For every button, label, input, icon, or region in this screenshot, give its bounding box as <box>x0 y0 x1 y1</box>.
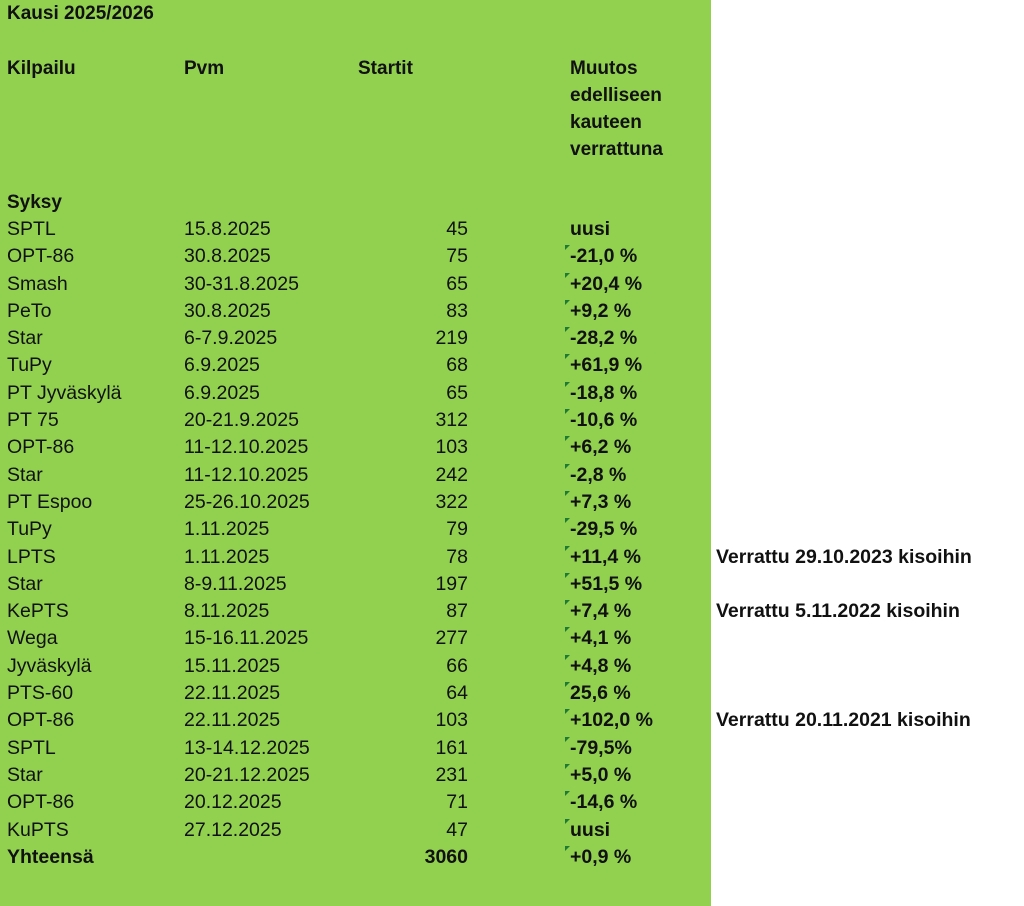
date-cell: 6.9.2025 <box>184 381 260 404</box>
table-row <box>0 243 1024 270</box>
date-cell: 20-21.12.2025 <box>184 763 310 786</box>
competition-cell: TuPy <box>7 354 52 377</box>
date-cell: 27.12.2025 <box>184 818 282 841</box>
change-cell: 25,6 % <box>570 682 631 705</box>
date-cell: 22.11.2025 <box>184 709 281 732</box>
change-cell: -29,5 % <box>570 518 638 541</box>
change-cell: +4,1 % <box>570 627 632 650</box>
table-row <box>0 707 1024 734</box>
table-row <box>0 298 1024 325</box>
competition-cell: PeTo <box>7 299 52 322</box>
table-row <box>0 462 1024 489</box>
competition-cell: OPT-86 <box>7 436 75 459</box>
starts-cell: 45 <box>446 218 468 240</box>
starts-cell: 68 <box>446 354 468 377</box>
starts-cell: 322 <box>435 490 468 513</box>
header-competition: Kilpailu <box>7 58 76 79</box>
table-row <box>0 325 1024 352</box>
starts-cell: 277 <box>435 627 468 650</box>
change-cell: -21,0 % <box>570 245 638 268</box>
competition-cell: Star <box>7 763 43 786</box>
competition-cell: PT 75 <box>7 409 59 432</box>
table-row <box>0 516 1024 543</box>
change-cell: uusi <box>570 818 611 841</box>
date-cell: 15.11.2025 <box>184 654 281 677</box>
starts-cell: 87 <box>446 600 468 623</box>
header-change-line: Muutos <box>570 58 638 79</box>
date-cell: 8.11.2025 <box>184 600 270 623</box>
competition-cell: SPTL <box>7 736 56 759</box>
date-cell: 6.9.2025 <box>184 354 260 377</box>
table-row <box>0 571 1024 598</box>
section-title: Syksy <box>7 192 62 213</box>
date-cell: 30.8.2025 <box>184 299 271 322</box>
date-cell: 11-12.10.2025 <box>184 436 309 459</box>
date-cell: 8-9.11.2025 <box>184 572 287 595</box>
starts-cell: 64 <box>446 682 468 705</box>
table-row <box>0 762 1024 789</box>
change-cell: +20,4 % <box>570 272 643 295</box>
competition-cell: PT Jyväskylä <box>7 381 122 404</box>
starts-cell: 312 <box>435 409 468 432</box>
change-cell: +7,4 % <box>570 600 632 623</box>
table-row <box>0 735 1024 762</box>
header-change <box>570 55 710 163</box>
table-row <box>0 817 1024 844</box>
change-cell: +61,9 % <box>570 354 643 377</box>
header-change-line: kauteen <box>570 112 642 133</box>
date-cell: 22.11.2025 <box>184 682 281 705</box>
competition-cell: OPT-86 <box>7 709 75 732</box>
starts-cell: 231 <box>435 763 468 786</box>
starts-cell: 65 <box>446 272 468 295</box>
competition-cell: TuPy <box>7 518 52 541</box>
comparison-note: Verrattu 29.10.2023 kisoihin <box>716 545 972 568</box>
starts-cell: 47 <box>446 818 468 841</box>
starts-cell: 78 <box>446 545 468 568</box>
total-starts: 3060 <box>424 845 468 868</box>
date-cell: 1.11.2025 <box>184 545 270 568</box>
table-row <box>0 434 1024 461</box>
season-title: Kausi 2025/2026 <box>7 3 154 24</box>
starts-cell: 103 <box>435 709 468 732</box>
change-cell: uusi <box>570 218 611 240</box>
starts-cell: 75 <box>446 245 468 268</box>
starts-cell: 79 <box>446 518 468 541</box>
date-cell: 6-7.9.2025 <box>184 327 278 350</box>
date-cell: 25-26.10.2025 <box>184 490 310 513</box>
change-cell: +6,2 % <box>570 436 632 459</box>
table-row <box>0 216 1024 243</box>
competition-table <box>0 216 1024 871</box>
total-row <box>0 844 1024 871</box>
table-row <box>0 407 1024 434</box>
competition-cell: Star <box>7 572 43 595</box>
competition-cell: Smash <box>7 272 68 295</box>
header-change-line: edelliseen <box>570 85 662 106</box>
table-row <box>0 789 1024 816</box>
change-cell: -18,8 % <box>570 381 638 404</box>
change-cell: +11,4 % <box>570 545 642 568</box>
change-cell: +5,0 % <box>570 763 632 786</box>
change-cell: +51,5 % <box>570 572 643 595</box>
date-cell: 30-31.8.2025 <box>184 272 299 295</box>
table-row <box>0 380 1024 407</box>
starts-cell: 71 <box>446 791 468 814</box>
starts-cell: 242 <box>435 463 468 486</box>
change-cell: -79,5% <box>570 736 632 759</box>
table-row <box>0 598 1024 625</box>
competition-cell: PT Espoo <box>7 490 93 513</box>
comparison-note: Verrattu 20.11.2021 kisoihin <box>716 709 971 732</box>
table-row <box>0 271 1024 298</box>
table-row <box>0 625 1024 652</box>
date-cell: 15-16.11.2025 <box>184 627 309 650</box>
date-cell: 20.12.2025 <box>184 791 282 814</box>
table-row <box>0 653 1024 680</box>
competition-cell: PTS-60 <box>7 682 74 705</box>
table-row <box>0 352 1024 379</box>
header-change-line: verrattuna <box>570 139 663 160</box>
starts-cell: 83 <box>446 299 468 322</box>
table-row <box>0 544 1024 571</box>
header-date: Pvm <box>184 58 225 79</box>
starts-cell: 65 <box>446 381 468 404</box>
change-cell: +102,0 % <box>570 709 653 732</box>
competition-cell: Star <box>7 327 43 350</box>
change-cell: -14,6 % <box>570 791 638 814</box>
competition-cell: KuPTS <box>7 818 69 841</box>
change-cell: -2,8 % <box>570 463 627 486</box>
starts-cell: 197 <box>435 572 468 595</box>
competition-cell: Wega <box>7 627 58 650</box>
starts-cell: 161 <box>435 736 468 759</box>
competition-cell: KePTS <box>7 600 69 623</box>
starts-cell: 103 <box>435 436 468 459</box>
starts-cell: 66 <box>446 654 468 677</box>
competition-cell: OPT-86 <box>7 245 75 268</box>
date-cell: 1.11.2025 <box>184 518 270 541</box>
starts-cell: 219 <box>435 327 468 350</box>
date-cell: 13-14.12.2025 <box>184 736 310 759</box>
competition-cell: Star <box>7 463 43 486</box>
date-cell: 15.8.2025 <box>184 218 271 240</box>
date-cell: 11-12.10.2025 <box>184 463 309 486</box>
change-cell: +7,3 % <box>570 490 632 513</box>
table-row <box>0 680 1024 707</box>
competition-cell: OPT-86 <box>7 791 75 814</box>
comparison-note: Verrattu 5.11.2022 kisoihin <box>716 600 960 623</box>
total-change: +0,9 % <box>570 845 632 868</box>
competition-cell: LPTS <box>7 545 56 568</box>
total-label: Yhteensä <box>7 845 94 868</box>
change-cell: -10,6 % <box>570 409 638 432</box>
date-cell: 30.8.2025 <box>184 245 271 268</box>
competition-cell: Jyväskylä <box>7 654 92 677</box>
change-cell: +4,8 % <box>570 654 632 677</box>
competition-cell: SPTL <box>7 218 56 240</box>
change-cell: +9,2 % <box>570 299 632 322</box>
header-starts: Startit <box>358 58 413 79</box>
table-row <box>0 489 1024 516</box>
change-cell: -28,2 % <box>570 327 638 350</box>
date-cell: 20-21.9.2025 <box>184 409 299 432</box>
